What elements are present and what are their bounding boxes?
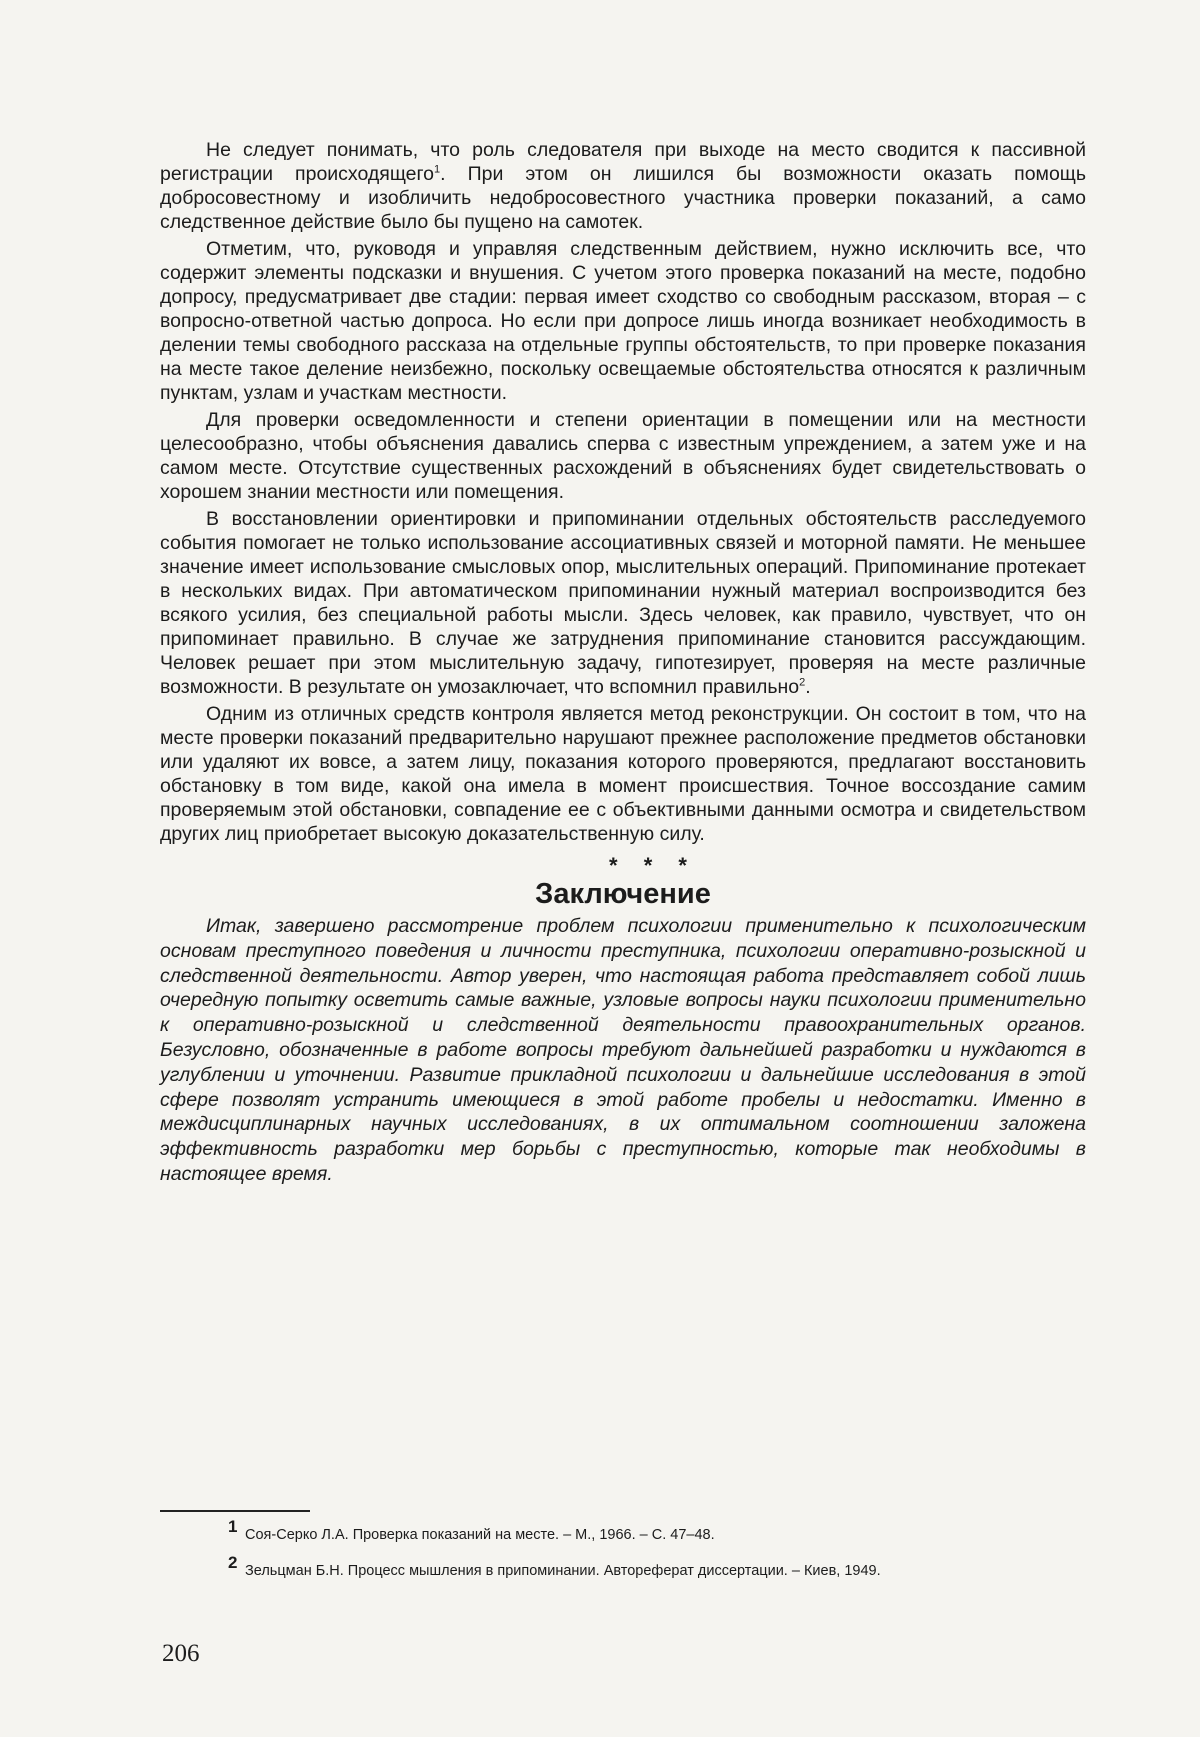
footnote-mark: 1 <box>228 1517 237 1537</box>
footnote-text: Соя-Серко Л.А. Проверка показаний на месте. – М., 1966. – С. 47–48. <box>245 1527 715 1543</box>
footnote-text: Зельцман Б.Н. Процесс мышления в припоминании. Автореферат диссертации. – Киев, 1949. <box>245 1563 881 1579</box>
footnote-ref-2: 2 <box>799 677 805 689</box>
conclusion-heading: Заключение <box>160 876 1086 912</box>
footnote-mark: 2 <box>228 1553 237 1573</box>
footnotes <box>160 1525 1086 1597</box>
paragraph-3: Для проверки осведомленности и степени ориентации в помещении или на местности целесообразно, чтобы объяснения давались сперва с известным упреждением, а затем уже и на самом месте. Отсутствие существенных расхождений в объяснениях будет свидетельствовать о хорошем знании местности или помещения. <box>160 408 1086 504</box>
paragraph-2: Отметим, что, руководя и управляя следственным действием, нужно исключить все, что содержит элементы подсказки и внушения. С учетом этого проверка показаний на месте, подобно допросу, предусматривает две стадии: первая имеет сходство со свободным рассказом, вторая – с вопросно-ответной частью допроса. Но если при допросе лишь иногда возникает необходимость в делении темы свободного рассказа на отдельные группы обстоятельств, то при проверке показания на месте такое деление неизбежно, поскольку освещаемые обстоятельства относятся к различным пунктам, узлам и участкам местности. <box>160 237 1086 405</box>
footnote-1 <box>160 1525 1086 1545</box>
section-separator: * * * <box>220 856 1086 876</box>
footnote-ref-1: 1 <box>434 164 440 176</box>
paragraph-4: В восстановлении ориентировки и припоминании отдельных обстоятельств расследуемого события помогает не только использование ассоциативных связей и моторной памяти. Не меньшее значение имеет использование смысловых опор, мыслительных операций. Припоминание протекает в нескольких видах. При автоматическом припоминании нужный материал воспроизводится без всякого усилия, без специальной работы мысли. Здесь человек, как правило, чувствует, что он припоминает правильно. В случае же затруднения припоминание становится рассуждающим. Человек решает при этом мыслительную задачу, гипотезирует, проверяя на месте различные возможности. В результате он умозаключает, что вспомнил правильно2. <box>160 507 1086 699</box>
footnote-rule <box>160 1510 310 1512</box>
conclusion-text: Итак, завершено рассмотрение проблем психологии применительно к психологическим основам преступного поведения и личности преступника, психологии оперативно-розыскной и следственной деятельности. Автор уверен, что настоящая работа представляет собой лишь очередную попытку осветить самые важные, узловые вопросы науки психологии применительно к оперативно-розыскной и следственной деятельности правоохранительных органов. Безусловно, обозначенные в работе вопросы требуют дальнейшей разработки и нуждаются в углублении и уточнении. Развитие прикладной психологии и дальнейшие исследования в этой сфере позволят устранить имеющиеся в этой работе пробелы и недостатки. Именно в междисциплинарных научных исследованиях, в их оптимальном соотношении заложена эффективность разработки мер борьбы с преступностью, которые так необходимы в настоящее время. <box>160 914 1086 1187</box>
footnote-2 <box>160 1561 1086 1581</box>
paragraph-5: Одним из отличных средств контроля является метод реконструкции. Он состоит в том, что на месте проверки показаний предварительно нарушают прежнее расположение предметов обстановки или удаляют их вовсе, а затем лицу, показания которого проверяются, предлагают восстановить обстановку в том виде, какой она имела в момент происшествия. Точное воссоздание самим проверяемым этой обстановки, совпадение ее с объективными данными осмотра и свидетельством других лиц приобретает высокую доказательственную силу. <box>160 702 1086 846</box>
paragraph-1: Не следует понимать, что роль следователя при выходе на место сводится к пассивной регистрации происходящего1. При этом он лишился бы возможности оказать помощь добросовестному и изобличить недобросовестного участника проверки показаний, а само следственное действие было бы пущено на самотек. <box>160 138 1086 234</box>
page-number: 206 <box>162 1640 200 1668</box>
main-text <box>160 138 1086 1190</box>
book-page <box>0 0 1200 1737</box>
